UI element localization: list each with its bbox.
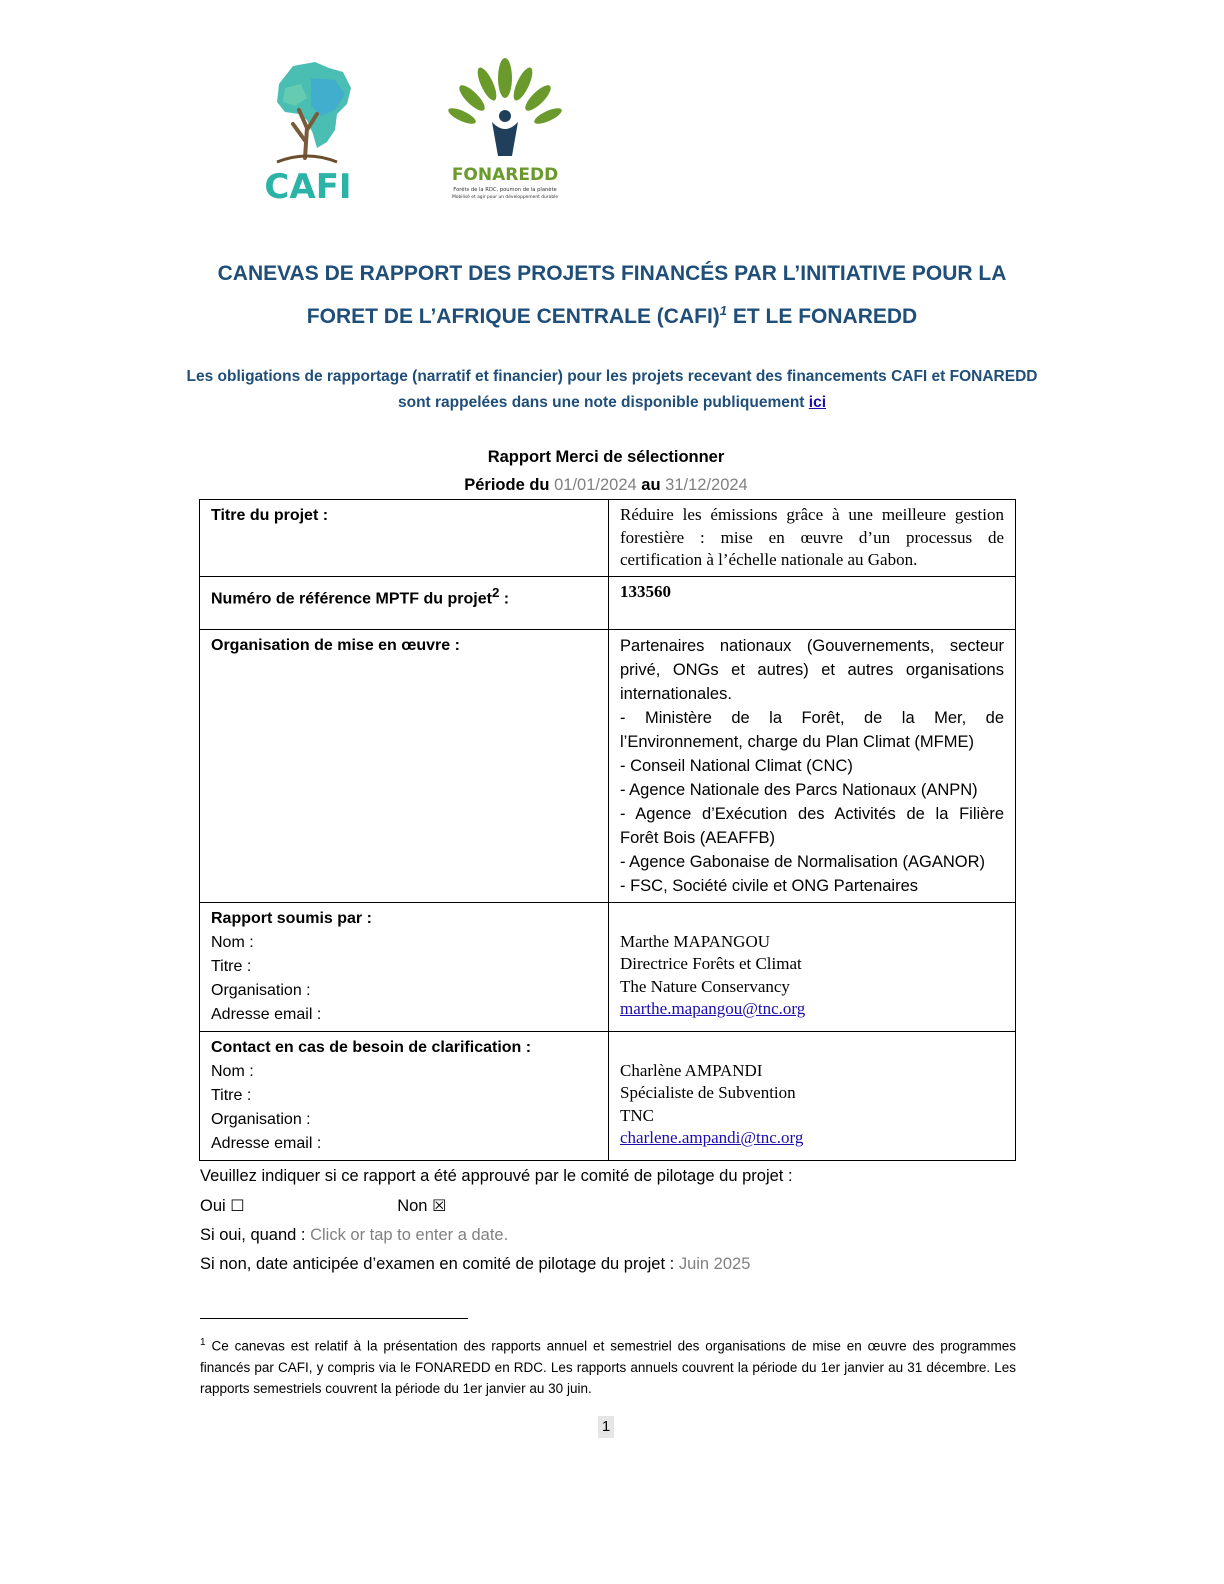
- reference-label: Numéro de référence MPTF du projet$^2$ :: [200, 576, 609, 629]
- field-label: Adresse email :: [211, 1134, 322, 1152]
- organisation-line: Partenaires nationaux (Gouvernements, secteur privé, ONGs et autres) et autres organisations internationales.: [620, 636, 1004, 703]
- submitter-title: Directrice Forêts et Climat: [620, 954, 802, 973]
- organisation-line: - Ministère de la Forêt, de la Mer, de l’Environnement, charge du Plan Climat (MFME): [620, 708, 1004, 751]
- reference-footnote-ref[interactable]: 2: [491, 584, 500, 600]
- project-title-label: Titre du projet :: [200, 500, 609, 577]
- intro-paragraph: Les obligations de rapportage (narratif et financier) pour les projets recevant des financements CAFI et FONAREDD sont rappelées dans une note disponible publiquement ici: [186, 368, 1038, 411]
- contact-heading: Contact en cas de besoin de clarification :: [211, 1038, 532, 1056]
- footnote: $^1$ Ce canevas est relatif à la présentation des rapports annuel et semestriel des organisations de mise en œuvre des programmes financés par CAFI, y compris via le FONAREDD en RDC. Les rapports annuels couvrent la période du 1er janvier au 31 décembre. Les rapports semestriels couvrent la période du 1er janvier au 30 juin.: [200, 1337, 1016, 1396]
- fonaredd-logo-name: FONAREDD: [451, 165, 559, 185]
- fonaredd-tagline-1: Forêts de la RDC, poumon de la planète: [453, 187, 557, 193]
- project-info-table: [199, 499, 1016, 1161]
- cafi-logo: [255, 58, 361, 208]
- organisation-line: - Agence Gabonaise de Normalisation (AGANOR): [620, 852, 985, 871]
- table-row: [200, 1031, 1016, 1160]
- period-start-date[interactable]: 01/01/2024: [554, 476, 637, 494]
- submitted-by-values: [609, 902, 1016, 1031]
- report-header: [200, 443, 1012, 499]
- field-label: Titre :: [211, 1086, 252, 1104]
- oui-label: Oui: [200, 1197, 226, 1215]
- reference-value: 133560: [609, 576, 1016, 629]
- submitter-organisation: The Nature Conservancy: [620, 976, 790, 996]
- non-checkbox[interactable]: ☒: [432, 1196, 447, 1215]
- title-footnote-ref[interactable]: 1: [719, 303, 728, 318]
- field-label: Organisation :: [211, 1110, 311, 1128]
- oui-checkbox[interactable]: ☐: [230, 1196, 245, 1215]
- title-line-2: FORET DE L’AFRIQUE CENTRALE (CAFI)$^1$ ET LE FONAREDD: [306, 303, 918, 328]
- submitted-by-heading: Rapport soumis par :: [211, 909, 372, 927]
- organisation-line: - Agence d’Exécution des Activités de la Filière Forêt Bois (AEAFFB): [620, 804, 1004, 847]
- organisation-line: - Conseil National Climat (CNC): [620, 756, 853, 775]
- table-row: [200, 500, 1016, 577]
- fonaredd-logo: [442, 56, 568, 206]
- approval-question: Veuillez indiquer si ce rapport a été approuvé par le comité de pilotage du projet :: [200, 1167, 793, 1185]
- report-period: Période du 01/01/2024 au 31/12/2024: [464, 476, 748, 494]
- contact-organisation: TNC: [620, 1105, 654, 1125]
- organisation-label: Organisation de mise en œuvre :: [200, 629, 609, 902]
- approval-date-field[interactable]: Click or tap to enter a date.: [310, 1226, 509, 1244]
- cafi-logo-text: CAFI: [264, 167, 352, 207]
- field-label: Organisation :: [211, 981, 311, 999]
- non-label: Non: [397, 1197, 428, 1215]
- anticipated-date-line: Si non, date anticipée d’examen en comité de pilotage du projet : Juin 2025: [200, 1255, 751, 1273]
- field-label: Titre :: [211, 957, 252, 975]
- organisation-value: [609, 629, 1016, 902]
- table-row: [200, 902, 1016, 1031]
- field-label: Nom :: [211, 1062, 254, 1080]
- table-row: [200, 576, 1016, 629]
- anticipated-date-field[interactable]: Juin 2025: [678, 1255, 751, 1273]
- contact-title: Spécialiste de Subvention: [620, 1083, 796, 1102]
- footnote-number: 1: [200, 1337, 206, 1348]
- title-line-1: CANEVAS DE RAPPORT DES PROJETS FINANCÉS PAR L’INITIATIVE POUR LA: [217, 262, 1007, 285]
- fonaredd-tagline-2: Mobilisé et agir pour un développement durable: [451, 195, 559, 200]
- approval-date-line: Si oui, quand : Click or tap to enter a date.: [200, 1226, 509, 1244]
- contact-labels: [200, 1031, 609, 1160]
- approval-options: [200, 1191, 1020, 1221]
- document-title: [150, 255, 1074, 335]
- submitter-email-link[interactable]: marthe.mapangou@tnc.org: [620, 999, 806, 1018]
- organisation-line: - Agence Nationale des Parcs Nationaux (ANPN): [620, 780, 978, 799]
- field-label: Nom :: [211, 933, 254, 951]
- contact-name: Charlène AMPANDI: [620, 1060, 763, 1080]
- approval-section: [200, 1162, 1020, 1279]
- project-title-value: Réduire les émissions grâce à une meilleure gestion forestière : mise en œuvre d’un processus de certification à l’échelle nationale au Gabon.: [609, 500, 1016, 577]
- contact-email-link[interactable]: charlene.ampandi@tnc.org: [620, 1128, 804, 1147]
- table-row: [200, 629, 1016, 902]
- submitted-by-labels: [200, 902, 609, 1031]
- footnote-separator: [200, 1318, 468, 1319]
- report-type-selector[interactable]: Rapport Merci de sélectionner: [487, 448, 725, 466]
- organisation-line: - FSC, Société civile et ONG Partenaires: [620, 876, 919, 895]
- field-label: Adresse email :: [211, 1005, 322, 1023]
- contact-values: [609, 1031, 1016, 1160]
- submitter-name: Marthe MAPANGOU: [620, 931, 771, 951]
- period-end-date[interactable]: 31/12/2024: [665, 476, 748, 494]
- page-number: 1: [598, 1416, 614, 1438]
- intro-link[interactable]: ici: [808, 394, 827, 411]
